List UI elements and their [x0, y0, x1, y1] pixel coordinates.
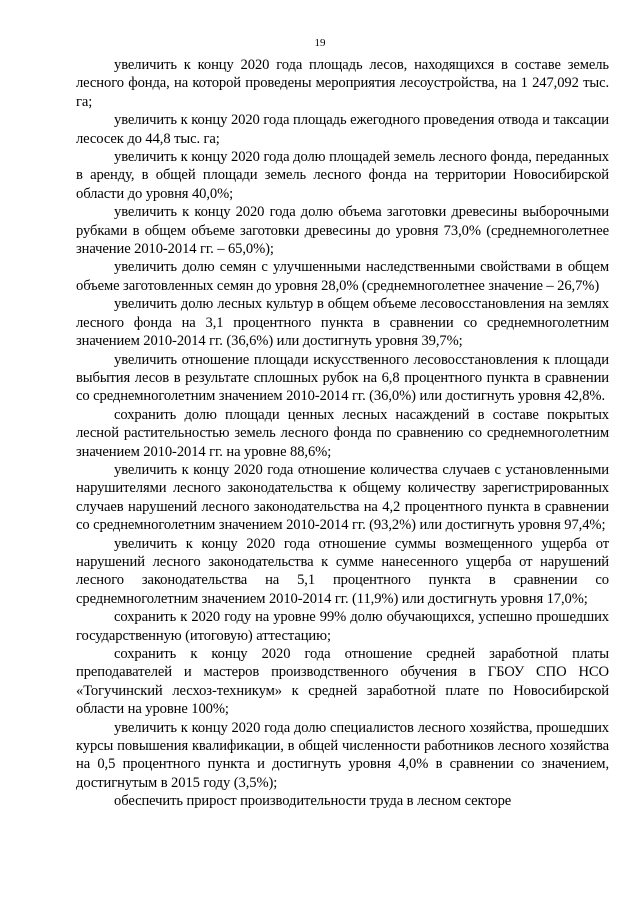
document-body [76, 56, 609, 811]
paragraph-certification-students-share: сохранить к 2020 году на уровне 99% долю обучающихся, успешно прошедших государственную (итоговую) аттестацию; [76, 609, 609, 644]
paragraph-labor-productivity: обеспечить прирост производительности труда в лесном секторе [114, 793, 512, 810]
paragraph-forest-management-area: увеличить к концу 2020 года площадь лесов, находящихся в составе земель лесного фонда, на которой проведены мероприятия лесоустройства, на 1 247,092 тыс. га; [76, 57, 609, 110]
paragraph-identified-violators-ratio: увеличить к концу 2020 года отношение количества случаев с установленными нарушителями лесного законодательства к общему количеству зарегистрированных случаев нарушений лесного законодательства на 4,2 процентного пункта в сравнении со среднемноголетним значением 2010-2014 гг. (93,2%) или достигнуть уровня 97,4%; [76, 461, 609, 534]
page-number: 19 [314, 37, 326, 49]
paragraph-artificial-reforestation-ratio: увеличить отношение площади искусственного лесовосстановления к площади выбытия лесов в результате сплошных рубок на 6,8 процентного пункта в сравнении со среднемноголетним значением 2010-2014 гг. (36,0%) или достигнуть уровня 42,8%. [76, 351, 609, 405]
paragraph-selective-logging-share: увеличить к концу 2020 года долю объема заготовки древесины выборочными рубками в общем объеме заготовки древесины до уровня 73,0% (среднемноголетнее значение 2010-2014 гг. – 65,0%); [76, 204, 609, 258]
paragraph-leased-land-share: увеличить к концу 2020 года долю площадей земель лесного фонда, переданных в аренду, в общей площади земель лесного фонда на территории Новосибирской области до уровня 40,0%; [76, 149, 609, 202]
paragraph-specialist-training-share: увеличить к концу 2020 года долю специалистов лесного хозяйства, прошедших курсы повышения квалификации, в общей численности работников лесного хозяйства на 0,5 процентного пункта и достигнуть уровня 4,0% в сравнении со значением, достигнутым в 2015 году (3,5%); [76, 719, 609, 791]
paragraph-cutting-area-allocation: увеличить к концу 2020 года площадь ежегодного проведения отвода и таксации лесосек до 44,8 тыс. га; [76, 112, 609, 147]
paragraph-improved-seeds-share: увеличить долю семян с улучшенными наследственными свойствами в общем объеме заготовленных семян до уровня 28,0% (среднемноголетнее значение – 26,7%) [76, 259, 609, 294]
paragraph-forest-crops-share: увеличить долю лесных культур в общем объеме лесовосстановления на землях лесного фонда на 3,1 процентного пункта в сравнении со среднемноголетним значением 2010-2014 гг. (36,6%) или достигнуть уровня 39,7%; [76, 296, 609, 350]
paragraph-valuable-stands-share: сохранить долю площади ценных лесных насаждений в составе покрытых лесной растительностью земель лесного фонда по сравнению со среднемноголетним значением 2010-2014 гг. на уровне 88,6%; [76, 406, 609, 460]
paragraph-damage-compensation-ratio: увеличить к концу 2020 года отношение суммы возмещенного ущерба от нарушений лесного законодательства к сумме нанесенного ущерба от нарушений лесного законодательства на 5,1 процентного пункта в сравнении со среднемноголетним значением 2010-2014 гг. (11,9%) или достигнуть уровня 17,0%; [76, 535, 609, 607]
paragraph-teacher-salary-ratio: сохранить к концу 2020 года отношение средней заработной платы преподавателей и мастеров производственного обучения в ГБОУ СПО НСО «Тогучинский лесхоз-техникум» к средней заработной плате по Новосибирской области на уровне 100%; [76, 646, 609, 718]
